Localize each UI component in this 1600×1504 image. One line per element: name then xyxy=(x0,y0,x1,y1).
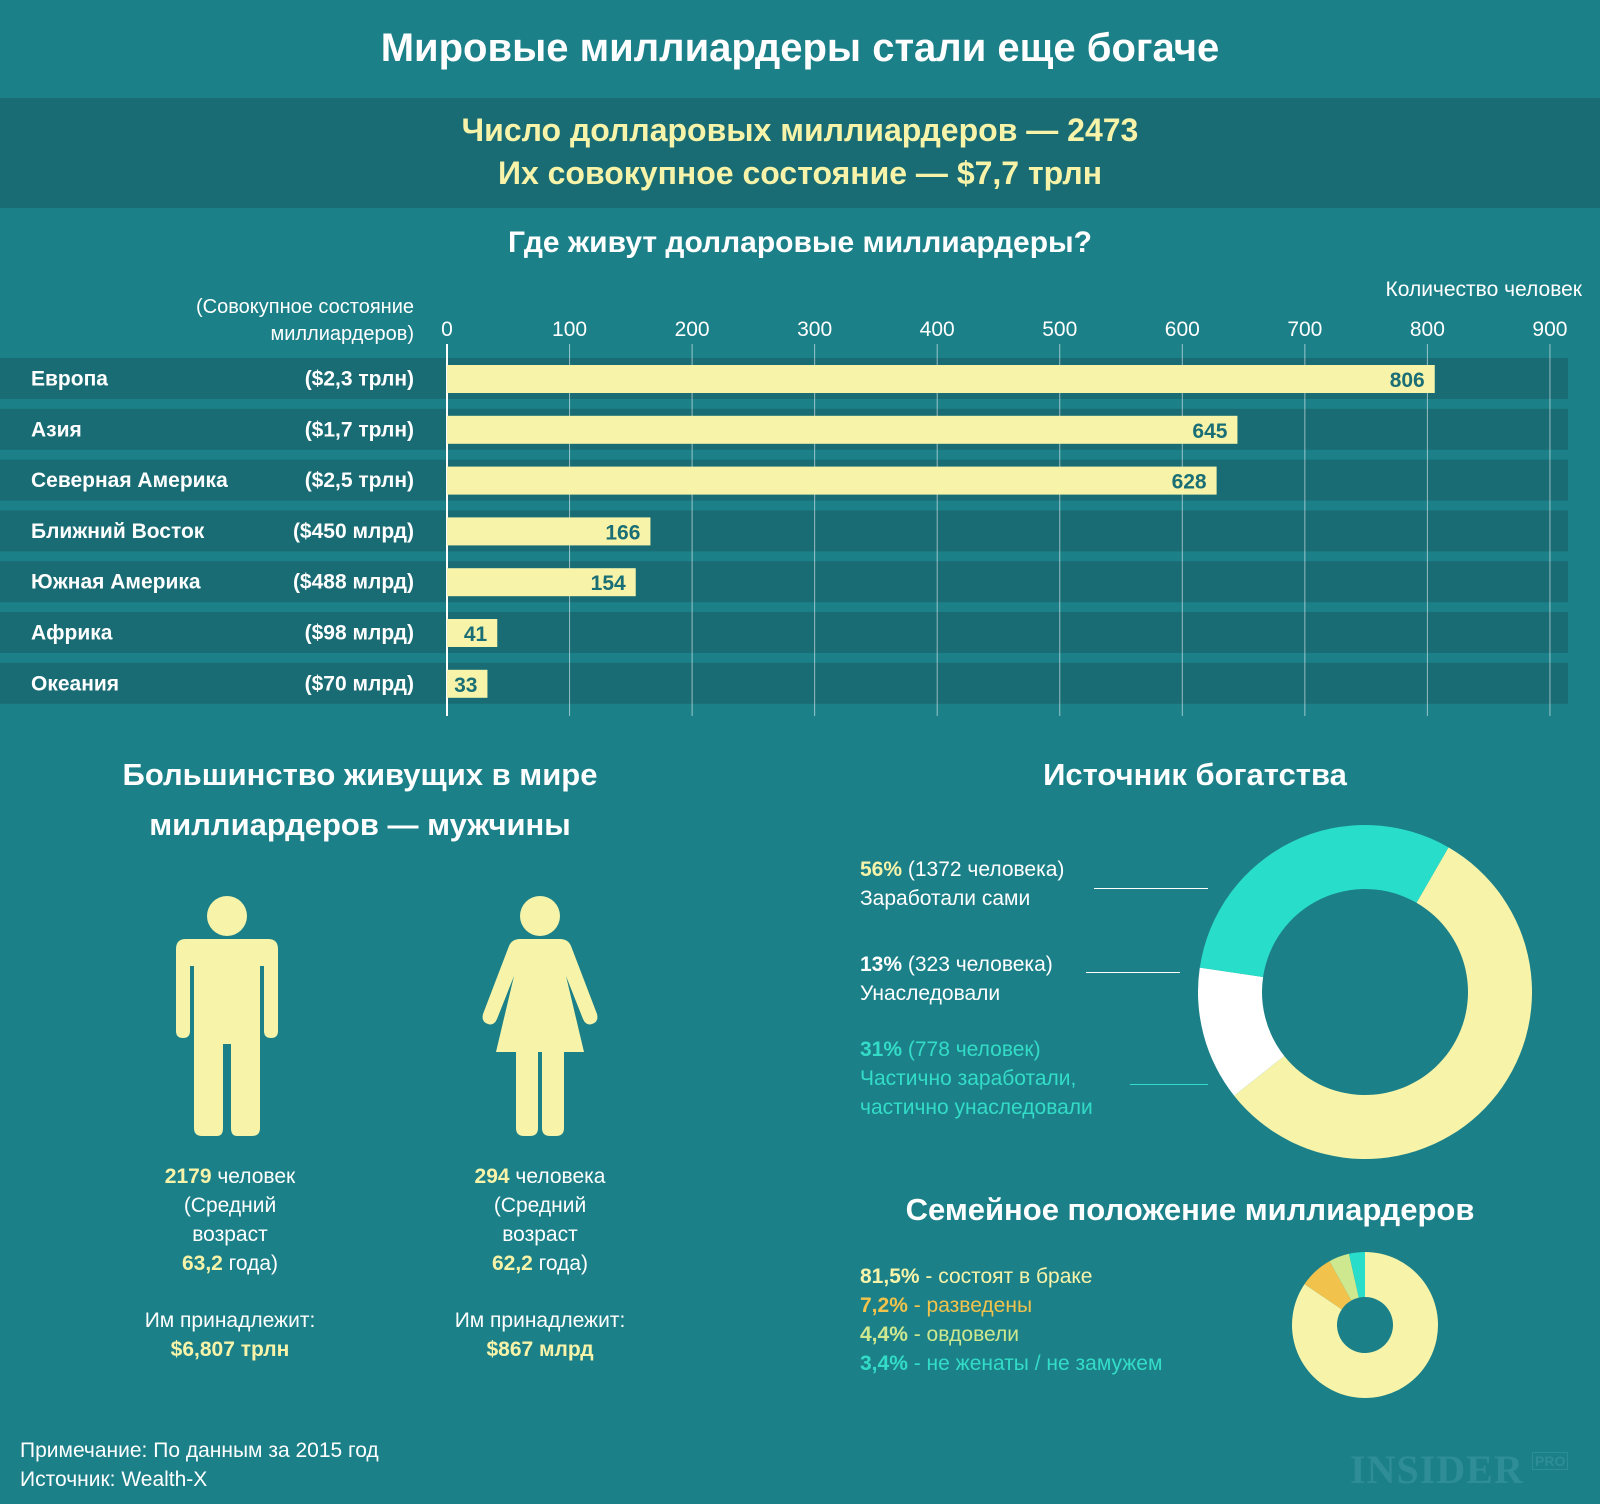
marital-donut xyxy=(1290,1250,1440,1400)
region-name: Африка xyxy=(31,621,113,645)
region-wealth: ($488 млрд) xyxy=(292,570,414,594)
self-made-label: Заработали сами xyxy=(860,887,1031,910)
region-wealth: ($450 млрд) xyxy=(292,519,414,543)
wealth-source-title: Источник богатства xyxy=(1043,757,1347,792)
bar-value-label: 166 xyxy=(605,521,641,545)
marital-widowed: 4,4% - овдовели xyxy=(860,1323,1019,1346)
bar-value-label: 154 xyxy=(590,572,626,596)
x-tick-label: 600 xyxy=(1164,318,1200,341)
bar-value-label: 33 xyxy=(454,673,478,697)
x-tick-label: 200 xyxy=(674,318,710,341)
x-tick-label: 100 xyxy=(552,318,588,341)
region-row-bg xyxy=(0,612,1568,653)
summary-count: Число долларовых миллиардеров — 2473 xyxy=(461,112,1139,148)
region-wealth: ($1,7 трлн) xyxy=(304,418,414,442)
women-owned-label: Им принадлежит: xyxy=(454,1309,626,1332)
wealth-column-note: (Совокупное состояние миллиардеров) xyxy=(196,296,414,345)
region-name: Южная Америка xyxy=(31,570,201,594)
marital-single: 3,4% - не женаты / не замужем xyxy=(860,1352,1163,1375)
female-figure-icon xyxy=(480,896,600,1136)
region-name: Океания xyxy=(31,672,120,696)
bar-value-label: 645 xyxy=(1192,419,1228,443)
inherited-label: Унаследовали xyxy=(860,982,1001,1005)
women-age: 62,2 года) xyxy=(491,1252,589,1275)
x-tick-label: 800 xyxy=(1409,318,1445,341)
bar-value-label: 41 xyxy=(463,623,488,646)
region-name: Северная Америка xyxy=(31,469,228,493)
region-bar-chart xyxy=(0,300,1600,720)
count-axis-label: Количество человек xyxy=(1385,278,1582,301)
men-age-line2: возраст xyxy=(192,1223,268,1246)
men-owned-label: Им принадлежит: xyxy=(144,1309,316,1332)
insider-logo: INSIDER xyxy=(1350,1447,1524,1492)
marital-divorced: 7,2% - разведены xyxy=(860,1294,1033,1317)
mixed-label-line2: частично унаследовали xyxy=(860,1096,1093,1119)
page-title: Мировые миллиардеры стали еще богаче xyxy=(380,26,1220,70)
region-row-bg xyxy=(0,561,1568,602)
gender-title-line1: Большинство живущих в мире xyxy=(122,757,598,792)
footnote-source: Источник: Wealth-X xyxy=(20,1468,208,1491)
marital-married: 81,5% - состоят в браке xyxy=(860,1265,1093,1288)
x-tick-label: 500 xyxy=(1042,318,1078,341)
region-wealth: ($2,5 трлн) xyxy=(304,469,414,493)
men-age-line1: (Средний xyxy=(183,1194,277,1217)
men-owned-value: $6,807 трлн xyxy=(170,1338,290,1361)
x-tick-label: 400 xyxy=(919,318,955,341)
self-made-stat: 56% (1372 человека) xyxy=(860,858,1065,881)
x-tick-label: 0 xyxy=(441,318,453,341)
bar xyxy=(447,416,1237,444)
region-row-bg xyxy=(0,663,1568,704)
women-count: 294 человека xyxy=(474,1165,606,1188)
bar-value-label: 628 xyxy=(1171,470,1207,494)
x-tick-label: 700 xyxy=(1287,318,1323,341)
marital-status-title: Семейное положение миллиардеров xyxy=(905,1192,1475,1227)
male-figure-icon xyxy=(172,896,282,1136)
inherited-leader-line xyxy=(1086,972,1180,973)
men-age: 63,2 года) xyxy=(181,1252,279,1275)
region-wealth: ($98 млрд) xyxy=(304,621,414,645)
women-age-line2: возраст xyxy=(502,1223,578,1246)
footnote-note: Примечание: По данным за 2015 год xyxy=(20,1439,379,1462)
bar xyxy=(447,365,1435,393)
region-name: Азия xyxy=(31,418,82,442)
region-row-bg xyxy=(0,510,1568,551)
wealth-source-slice-2 xyxy=(1200,825,1449,977)
region-chart-title: Где живут долларовые миллиардеры? xyxy=(507,226,1093,259)
mixed-label-line1: Частично заработали, xyxy=(860,1067,1077,1090)
region-name: Европа xyxy=(31,367,108,391)
women-owned-value: $867 млрд xyxy=(486,1338,594,1361)
x-tick-label: 300 xyxy=(797,318,833,341)
bar-value-label: 806 xyxy=(1389,369,1425,392)
men-count: 2179 человек xyxy=(164,1165,296,1188)
women-age-line1: (Средний xyxy=(493,1194,587,1217)
wealth-source-donut xyxy=(1185,812,1545,1172)
gender-title-line2: миллиардеров — мужчины xyxy=(149,807,571,842)
insider-logo-pro: PRO xyxy=(1532,1452,1568,1470)
x-tick-label: 900 xyxy=(1532,318,1568,341)
region-name: Ближний Восток xyxy=(31,519,205,543)
inherited-stat: 13% (323 человека) xyxy=(860,953,1053,976)
summary-wealth: Их совокупное состояние — $7,7 трлн xyxy=(497,155,1103,191)
region-wealth: ($2,3 трлн) xyxy=(304,367,414,391)
region-wealth: ($70 млрд) xyxy=(304,672,414,696)
footnote xyxy=(20,1436,379,1494)
mixed-stat: 31% (778 человек) xyxy=(860,1038,1041,1061)
bar xyxy=(447,467,1217,495)
